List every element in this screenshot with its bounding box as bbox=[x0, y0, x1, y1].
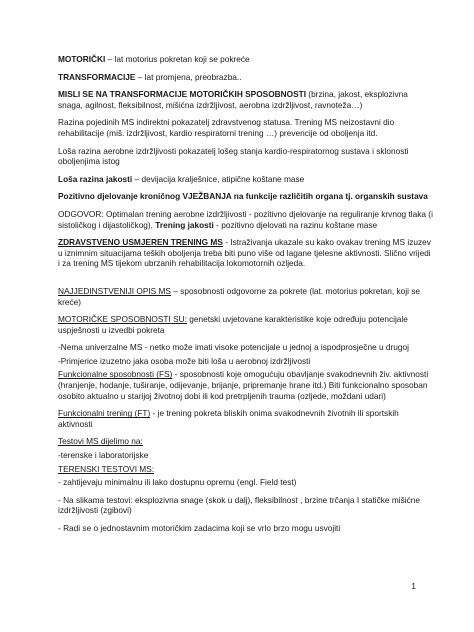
paragraph-p21 bbox=[58, 523, 434, 534]
emphasized-text: Loša razina jakosti bbox=[58, 173, 133, 184]
paragraph-p1 bbox=[58, 54, 434, 65]
text-run: - Na slikama testovi: eksplozivna snage (skok u dalj), fleksibilnost , brzine trčanja I statičke mišićne izdržljivosti (zgibovi) bbox=[58, 494, 420, 516]
paragraph-p10 bbox=[58, 286, 434, 307]
paragraph-p5 bbox=[58, 146, 434, 167]
text-run: – sposobnosti odgovorne za pokrete (lat. motorius pokretan, koji se kreće) bbox=[58, 285, 420, 307]
paragraph-p6 bbox=[58, 174, 434, 185]
text-run: - Istraživanja ukazale su kako ovakav trening MS izuzev u iznimnim situacijama teških oboljenja treba biti puno više od lagane tjelesne aktivnosti. Slično vrijedi i za trening MS tijekom ubrzanih rehabilitacija lokomotornih ozljeda. bbox=[58, 237, 431, 269]
text-run: – devijacija kralješnice, atipične koštane mase bbox=[132, 173, 305, 184]
text-run: genetski uvjetovane karakteristike koje određuju potencijale uspješnosti u izvedbi pokreta bbox=[58, 314, 408, 335]
emphasized-text: MOTORIČKE SPOSOBNOSTI SU: bbox=[58, 314, 187, 325]
text-run: – lat promjena, preobrazba.. bbox=[135, 71, 242, 82]
section-gap bbox=[58, 276, 434, 286]
paragraph-p20 bbox=[58, 495, 434, 516]
emphasized-text: MISLI SE NA TRANSFORMACIJE MOTORIČKIH SPOSOBNOSTI bbox=[58, 89, 306, 100]
page-content bbox=[58, 54, 434, 534]
page-number: 1 bbox=[411, 581, 416, 592]
paragraph-p19 bbox=[58, 477, 434, 488]
paragraph-p17 bbox=[58, 450, 434, 461]
text-run: Razina pojedinih MS indirektni pokazatelj zdravstvenog statusa. Trening MS neizostavni dio rehabilitacije (miš. izdržljivost, kardio respiratorni trening …) prevencije od oboljenja itd. bbox=[58, 117, 395, 138]
paragraph-p11 bbox=[58, 314, 434, 335]
text-run: - zahtijevaju minimalnu ili lako dostupnu opremu (engl. Field test) bbox=[58, 477, 297, 488]
paragraph-p12 bbox=[58, 342, 434, 353]
emphasized-text: Pozitivno djelovanje kroničnog VJEŽBANJA na funkcije različitih organa tj. organskih sustava bbox=[58, 191, 428, 202]
text-run: -Primjerice izuzetno jaka osoba može biti loša u aerobnoj izdržljivosti bbox=[58, 355, 311, 366]
emphasized-text: Trening jakosti bbox=[155, 219, 214, 230]
paragraph-p18 bbox=[58, 464, 434, 475]
text-run: -terenske i laboratorijske bbox=[58, 450, 149, 461]
paragraph-p2 bbox=[58, 72, 434, 83]
paragraph-p8 bbox=[58, 209, 434, 230]
emphasized-text: Funkcionalni trening (FT) bbox=[58, 408, 151, 419]
text-run: - sposobnosti koje omogućuju obavljanje svakodnevnih živ. aktivnosti (hranjenje, hodanje, tuširanje, odijevanje, brijanje, pripremanje hrane itd.) Biti funkcionalno sposoban osobito aktualno u starijoj životnoj dobi ili kod pretrpljenih trauma (ozljede, moždani udari) bbox=[58, 369, 429, 401]
paragraph-p14 bbox=[58, 369, 434, 401]
paragraph-p7 bbox=[58, 191, 434, 202]
text-run: (brzina, jakost, eksplozivna snaga, agilnost, fleksibilnost, mišićna izdržljivost, aerobna izdržljivost, ravnoteža…) bbox=[58, 89, 408, 110]
emphasized-text: TRANSFORMACIJE bbox=[58, 71, 136, 82]
paragraph-p16 bbox=[58, 436, 434, 447]
paragraph-p9 bbox=[58, 237, 434, 269]
emphasized-text: NAJJEDINSTVENIJI OPIS MS bbox=[58, 285, 171, 296]
text-run: -Nema univerzalne MS - netko može imati visoke potencijale u jednoj a ispodprosječne u drugoj bbox=[58, 342, 409, 353]
paragraph-p4 bbox=[58, 117, 434, 138]
emphasized-text: ZDRAVSTVENO USMJEREN TRENING MS bbox=[58, 237, 223, 248]
text-run: - je trening pokreta bliskih onima svakodnevnih životnih ili sportskih aktivnosti bbox=[58, 408, 399, 429]
emphasized-text: TERENSKI TESTOVI MS: bbox=[58, 463, 155, 474]
text-run: ODGOVOR: Optimalan trening aerobne izdržljivosti - pozitivno djelovanje na reguliranje krvnog tlaka (i sistoličkog i dijastoličkog), bbox=[58, 208, 433, 230]
text-run: - Radi se o jednostavnim motoričkim zadacima koji se vrlo brzo mogu usvojiti bbox=[58, 523, 341, 533]
emphasized-text: MOTORIČKI bbox=[58, 54, 106, 64]
emphasized-text: Funkcionalne sposobnosti (FS) bbox=[58, 369, 173, 380]
text-run: Loša razina aerobne izdržljivosti pokazatelj lošeg stanja kardio-respiratornog sustava i sklonosti oboljenjima istog bbox=[58, 145, 409, 167]
paragraph-p3 bbox=[58, 89, 434, 110]
paragraph-p13 bbox=[58, 356, 434, 367]
text-run: - pozitivno djelovati na razinu koštane mase bbox=[213, 219, 378, 230]
paragraph-p15 bbox=[58, 408, 434, 429]
emphasized-text: Testovi MS dijelimo na: bbox=[58, 436, 143, 447]
text-run: – lat motorius pokretan koji se pokreće bbox=[105, 54, 250, 64]
